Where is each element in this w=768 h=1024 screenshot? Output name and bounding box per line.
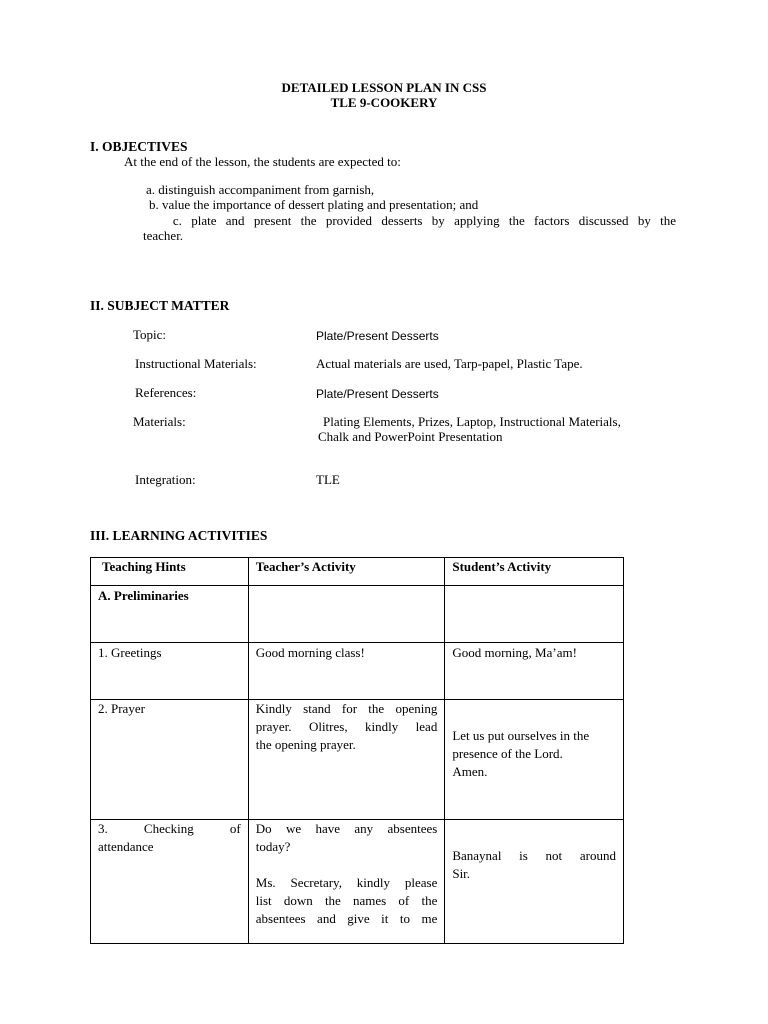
spacer xyxy=(256,856,438,874)
cell-student xyxy=(445,700,624,820)
cell-teacher xyxy=(248,700,445,820)
hint-text xyxy=(91,820,248,856)
objectives-intro: At the end of the lesson, the students are expected to: xyxy=(124,154,401,169)
document-title: DETAILED LESSON PLAN IN CSS xyxy=(281,80,487,95)
teacher-line: Ms. Secretary, kindly please xyxy=(255,875,438,890)
materials-value: Plating Elements, Prizes, Laptop, Instructional Materials, xyxy=(323,414,621,429)
teacher-line: list down the names of the xyxy=(255,893,438,908)
cell-hint xyxy=(91,700,249,820)
student-line: Sir. xyxy=(452,866,471,881)
cell-hint xyxy=(91,586,249,643)
teacher-line: Kindly stand for the opening xyxy=(255,701,438,716)
teacher-text xyxy=(249,820,445,928)
student-line: Let us put ourselves in the xyxy=(452,728,590,743)
teacher-text: Good morning class! xyxy=(255,645,365,660)
cell-teacher xyxy=(248,586,445,643)
table-row xyxy=(91,820,624,944)
cell-student xyxy=(445,586,624,643)
cell-teacher xyxy=(248,820,445,944)
hint-preliminaries: A. Preliminaries xyxy=(98,588,189,603)
student-line: Amen. xyxy=(452,764,488,779)
cell-student xyxy=(445,820,624,944)
instructional-materials-label: Instructional Materials: xyxy=(135,356,257,371)
document-subtitle: TLE 9-COOKERY xyxy=(330,95,438,110)
table-row xyxy=(91,586,624,643)
materials-label: Materials: xyxy=(133,414,186,429)
header-students-activity-label: Student’s Activity xyxy=(452,559,552,574)
header-teachers-activity-label: Teacher’s Activity xyxy=(255,559,356,574)
teacher-line: prayer. Olitres, kindly lead xyxy=(255,719,438,734)
hint-line: attendance xyxy=(98,839,154,854)
teacher-line: absentees and give it to me xyxy=(255,911,438,926)
learning-activities-heading: III. LEARNING ACTIVITIES xyxy=(90,528,268,543)
teacher-text xyxy=(249,700,445,754)
cell-teacher xyxy=(248,643,445,700)
integration-value: TLE xyxy=(316,472,340,487)
header-teaching-hints-label: Teaching Hints xyxy=(102,559,186,574)
student-text xyxy=(445,700,623,781)
integration-label: Integration: xyxy=(135,472,196,487)
header-students-activity xyxy=(445,558,624,586)
header-teachers-activity xyxy=(248,558,445,586)
instructional-materials-value: Actual materials are used, Tarp-papel, Plastic Tape. xyxy=(316,356,583,371)
student-text xyxy=(445,820,623,883)
table-row xyxy=(91,700,624,820)
teacher-line: the opening prayer. xyxy=(255,737,356,752)
table-header-row xyxy=(91,558,624,586)
hint-prayer: 2. Prayer xyxy=(98,701,145,716)
student-line: Banaynal is not around xyxy=(452,848,616,863)
header-teaching-hints xyxy=(91,558,249,586)
cell-hint xyxy=(91,820,249,944)
topic-value: Plate/Present Desserts xyxy=(316,329,439,343)
objectives-heading: I. OBJECTIVES xyxy=(90,139,188,154)
cell-hint xyxy=(91,643,249,700)
teacher-line: today? xyxy=(255,839,291,854)
hint-line: 3. Checking of xyxy=(98,821,241,836)
references-value: Plate/Present Desserts xyxy=(316,387,439,401)
student-line: presence of the Lord. xyxy=(452,746,563,761)
teacher-line: Do we have any absentees xyxy=(255,821,438,836)
references-label: References: xyxy=(135,385,197,400)
objective-item-c-continued: teacher. xyxy=(143,228,184,243)
objective-item-a: a. distinguish accompaniment from garnish, xyxy=(146,182,375,197)
objective-item-c xyxy=(145,213,676,229)
subject-matter-heading: II. SUBJECT MATTER xyxy=(90,298,230,313)
objective-item-b: b. value the importance of dessert plating and presentation; and xyxy=(149,197,479,212)
student-text: Good morning, Ma’am! xyxy=(452,645,577,660)
hint-greetings: 1. Greetings xyxy=(98,645,162,660)
learning-activities-table xyxy=(90,557,624,944)
table-row xyxy=(91,643,624,700)
topic-label: Topic: xyxy=(133,327,167,342)
objective-item-c-text: c. plate and present the provided desserts by applying the factors discussed by the xyxy=(172,213,676,228)
cell-student xyxy=(445,643,624,700)
materials-value-continued: Chalk and PowerPoint Presentation xyxy=(318,429,503,444)
